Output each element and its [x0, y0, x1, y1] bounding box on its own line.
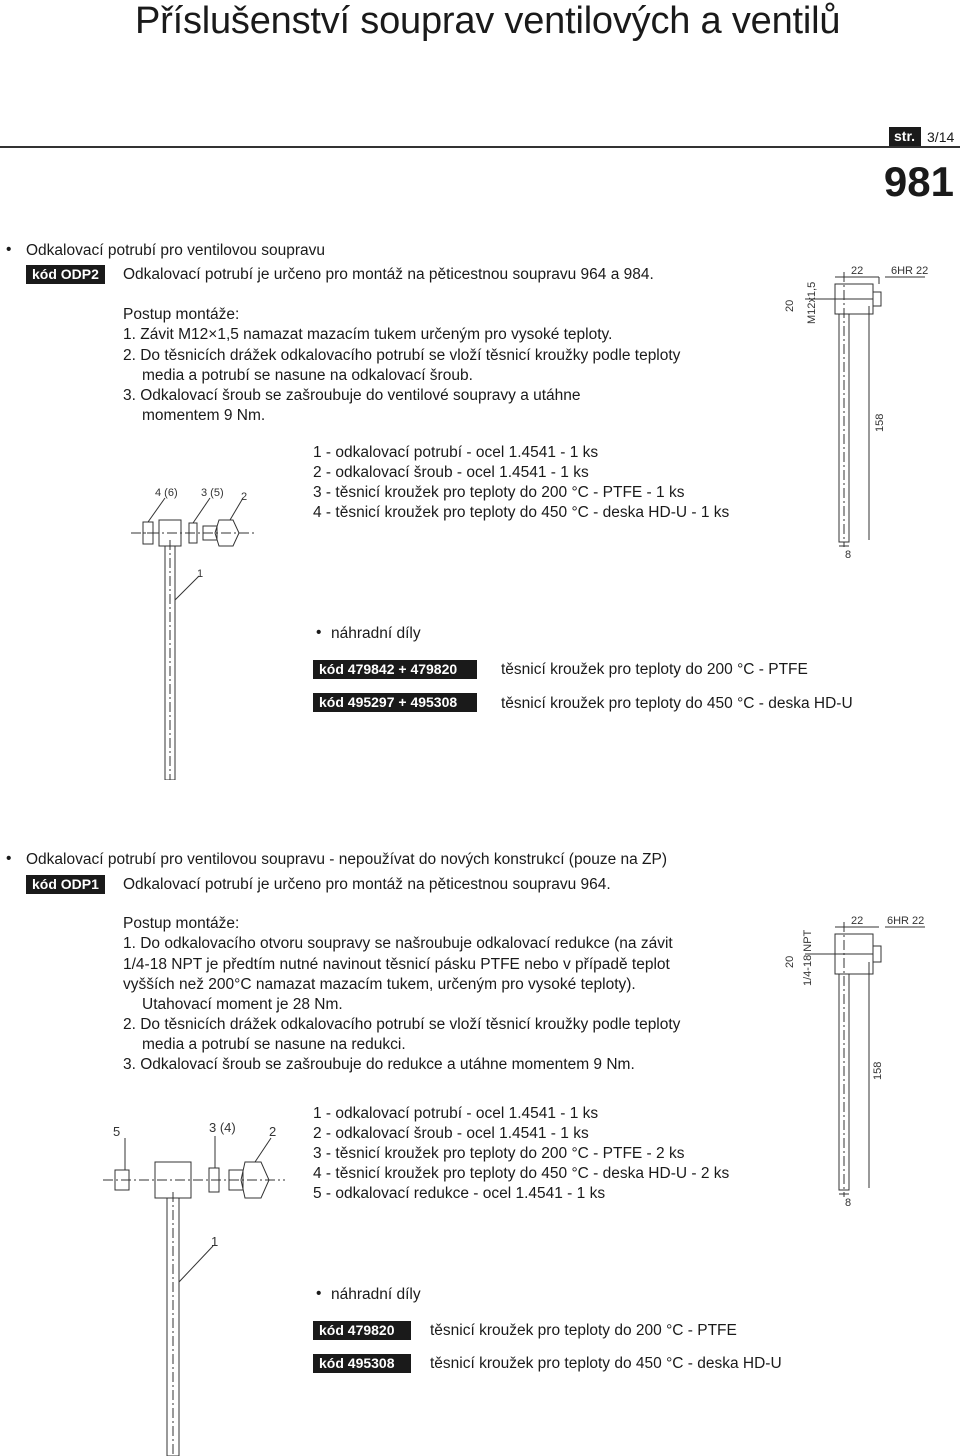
section2-procedure-title: Postup montáže:: [123, 915, 240, 932]
section2-intro: Odkalovací potrubí je určeno pro montáž na pěticestnou soupravu 964.: [123, 876, 611, 893]
section2-step-2-cont: media a potrubí se nasune na redukci.: [142, 1036, 406, 1053]
section1-dimension-drawing: [775, 262, 955, 562]
section1-procedure-title: Postup montáže:: [123, 306, 240, 323]
section1-step-3: 3. Odkalovací šroub se zašroubuje do ventilové soupravy a utáhne: [123, 387, 581, 404]
dimension-label: 6HR 22: [887, 915, 925, 927]
section1-parts-list: [313, 443, 729, 523]
section2-spare-desc-2: těsnicí kroužek pro teploty do 450 °C - deska HD-U: [430, 1355, 782, 1372]
section1-spare-code-2: kód 495297 + 495308: [313, 693, 477, 712]
section1-step-2: 2. Do těsnicích drážek odkalovacího potrubí se vloží těsnicí kroužky podle teploty: [123, 347, 681, 364]
dimension-label: 1/4-18 NPT: [802, 929, 814, 986]
section2-step-1: 1. Do odkalovacího otvoru soupravy se našroubuje odkalovací redukce (na závit: [123, 935, 673, 952]
section1-step-3-cont: momentem 9 Nm.: [142, 407, 266, 424]
part-item: 2 - odkalovací šroub - ocel 1.4541 - 1 ks: [313, 464, 589, 481]
section2-exploded-drawing: [95, 1112, 295, 1456]
dimension-label: 6HR 22: [891, 265, 929, 277]
section1-code-badge: kód ODP2: [26, 265, 105, 284]
drawing-label: 3 (4): [209, 1120, 236, 1135]
bullet-icon: •: [316, 624, 322, 641]
bullet-icon: •: [6, 241, 12, 258]
drawing-label: 1: [211, 1234, 219, 1249]
dimension-label: 20: [784, 955, 796, 968]
part-item: 2 - odkalovací šroub - ocel 1.4541 - 1 ks: [313, 1125, 589, 1142]
bullet-icon: •: [6, 850, 12, 867]
drawing-label: 2: [241, 491, 248, 503]
part-item: 4 - těsnicí kroužek pro teploty do 450 °C - deska HD-U - 1 ks: [313, 504, 730, 521]
dimension-label: 8: [845, 549, 852, 561]
section2-step-1-cont: Utahovací moment je 28 Nm.: [142, 996, 343, 1013]
page-value: 3/14: [927, 128, 955, 145]
section2-spare-code-2: kód 495308: [313, 1354, 411, 1373]
page-title: Příslušenství souprav ventilových a ventilů: [135, 0, 841, 42]
dimension-label: 158: [872, 1061, 884, 1080]
section2-spare-code-1: kód 479820: [313, 1321, 411, 1340]
header-rule: [0, 146, 960, 148]
part-item: 5 - odkalovací redukce - ocel 1.4541 - 1 ks: [313, 1185, 606, 1202]
section1-intro: Odkalovací potrubí je určeno pro montáž na pěticestnou soupravu 964 a 984.: [123, 266, 654, 283]
section1-spare-desc-1: těsnicí kroužek pro teploty do 200 °C - PTFE: [501, 661, 808, 678]
page-indicator: [889, 127, 954, 146]
part-item: 3 - těsnicí kroužek pro teploty do 200 °C - PTFE - 1 ks: [313, 484, 685, 501]
section2-dimension-drawing: [775, 912, 955, 1212]
dimension-label: 20: [784, 299, 796, 312]
drawing-label: 2: [269, 1124, 277, 1139]
part-item: 1 - odkalovací potrubí - ocel 1.4541 - 1 ks: [313, 1105, 599, 1122]
section2-step-1-cont: 1/4-18 NPT je předtím nutné navinout těsnicí pásku PTFE nebo v případě teplot: [123, 956, 670, 973]
drawing-label: 5: [113, 1124, 121, 1139]
section1-spare-desc-2: těsnicí kroužek pro teploty do 450 °C - deska HD-U: [501, 695, 853, 712]
part-item: 3 - těsnicí kroužek pro teploty do 200 °C - PTFE - 2 ks: [313, 1145, 685, 1162]
section2-step-2: 2. Do těsnicích drážek odkalovacího potrubí se vloží těsnicí kroužky podle teploty: [123, 1016, 681, 1033]
section2-code-badge: kód ODP1: [26, 875, 105, 894]
section1-exploded-drawing: [125, 480, 275, 780]
section1-spares-title: náhradní díly: [331, 625, 421, 642]
dimension-label: 22: [851, 915, 864, 927]
dimension-label: M12x1,5: [806, 281, 818, 324]
dimension-label: 158: [874, 413, 886, 432]
bullet-icon: •: [316, 1285, 322, 1302]
drawing-label: 1: [197, 568, 204, 580]
section2-heading: Odkalovací potrubí pro ventilovou soupravu - nepoužívat do nových konstrukcí (pouze na ZP): [26, 851, 668, 868]
section2-spares-title: náhradní díly: [331, 1286, 421, 1303]
page-label: str.: [889, 127, 921, 146]
drawing-label: 3 (5): [201, 487, 224, 499]
drawing-label: 4 (6): [155, 487, 178, 499]
section2-spare-desc-1: těsnicí kroužek pro teploty do 200 °C - PTFE: [430, 1322, 737, 1339]
section2-step-3: 3. Odkalovací šroub se zašroubuje do redukce a utáhne momentem 9 Nm.: [123, 1056, 635, 1073]
part-item: 1 - odkalovací potrubí - ocel 1.4541 - 1 ks: [313, 444, 599, 461]
section1-spare-code-1: kód 479842 + 479820: [313, 660, 477, 679]
part-item: 4 - těsnicí kroužek pro teploty do 450 °C - deska HD-U - 2 ks: [313, 1165, 730, 1182]
dimension-label: 22: [851, 265, 864, 277]
doc-number: 981: [883, 158, 954, 205]
section1-heading: Odkalovací potrubí pro ventilovou soupravu: [26, 242, 325, 259]
section2-step-1-cont: vyšších než 200°C namazat mazacím tukem, určeným pro vysoké teploty).: [123, 976, 636, 993]
dimension-label: 8: [845, 1197, 852, 1209]
section2-parts-list: [313, 1104, 729, 1204]
section1-step-1: 1. Závit M12×1,5 namazat mazacím tukem určeným pro vysoké teploty.: [123, 326, 613, 343]
section1-step-2-cont: media a potrubí se nasune na odkalovací šroub.: [142, 367, 473, 384]
